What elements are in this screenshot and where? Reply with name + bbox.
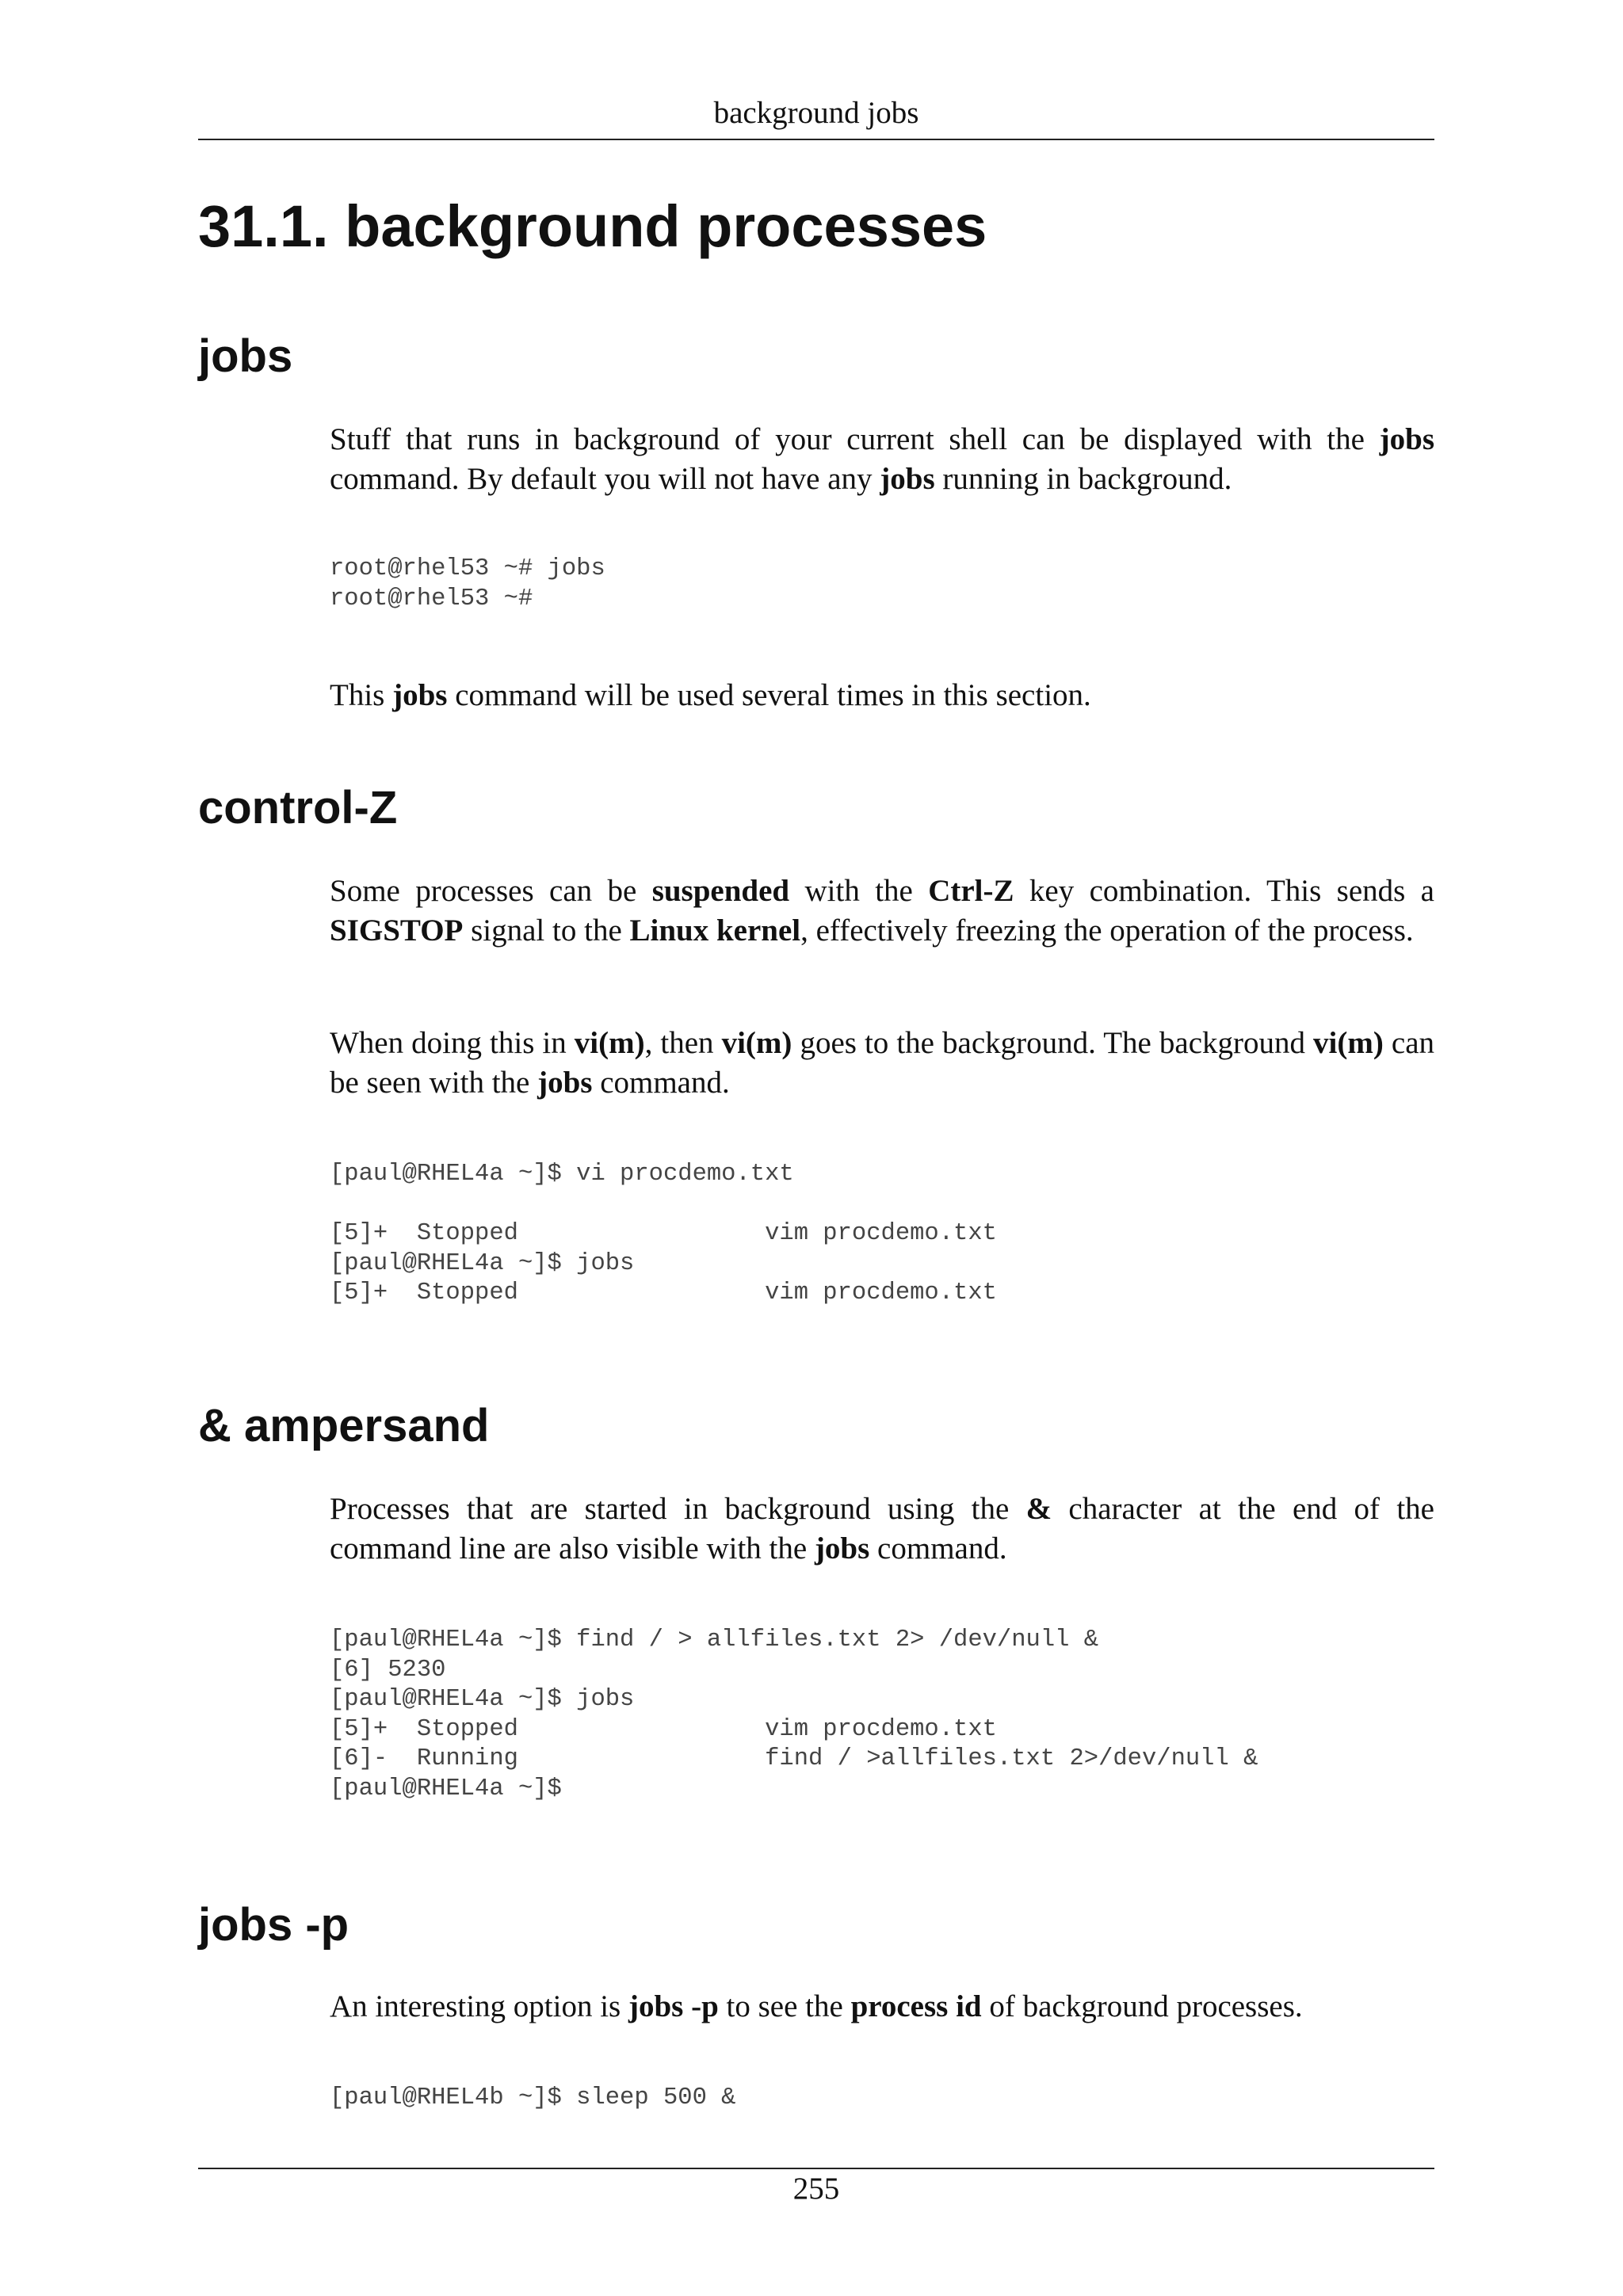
section-heading-control-z: control-Z [198,782,398,833]
section-heading-jobs-p: jobs -p [198,1899,349,1951]
header-rule [198,139,1434,140]
ampersand-paragraph-1: Processes that are started in background using the & character at the end of the command line are also visible with the jobs command. [330,1492,1434,1566]
section-heading-ampersand: & ampersand [198,1400,490,1451]
ampersand-code-block: [paul@RHEL4a ~]$ find / > allfiles.txt 2> /dev/null & [6] 5230 [paul@RHEL4a ~]$ jobs [5]+ Stopped vim procdemo.txt [6]- Running find / >allfiles.txt 2>/dev/null & [paul@RHEL4a ~]$ [330,1627,1258,1802]
jobs-p-code-block: [paul@RHEL4b ~]$ sleep 500 & [330,2084,736,2111]
page-number: 255 [792,2172,840,2206]
jobs-p-paragraph-1: An interesting option is jobs -p to see the process id of background processes. [330,1989,1303,2023]
control-z-paragraph-1: Some processes can be suspended with the Ctrl-Z key combination. This sends a SIGSTOP signal to the Linux kernel, effectively freezing the operation of the process. [330,874,1434,948]
control-z-paragraph-2: When doing this in vi(m), then vi(m) goes to the background. The background vi(m) can be seen with the jobs command. [330,1026,1435,1100]
section-heading-jobs: jobs [198,330,293,382]
control-z-code-block: [paul@RHEL4a ~]$ vi procdemo.txt [5]+ Stopped vim procdemo.txt [paul@RHEL4a ~]$ jobs [5]+ Stopped vim procdemo.txt [330,1161,997,1306]
jobs-paragraph-1: Stuff that runs in background of your current shell can be displayed with the jobs command. By default you will not have any jobs running in background. [330,422,1434,496]
jobs-code-block: root@rhel53 ~# jobs root@rhel53 ~# [330,555,605,612]
running-header: background jobs [713,96,919,130]
chapter-title: 31.1. background processes [198,193,987,259]
jobs-paragraph-2: This jobs command will be used several times in this section. [330,678,1091,712]
